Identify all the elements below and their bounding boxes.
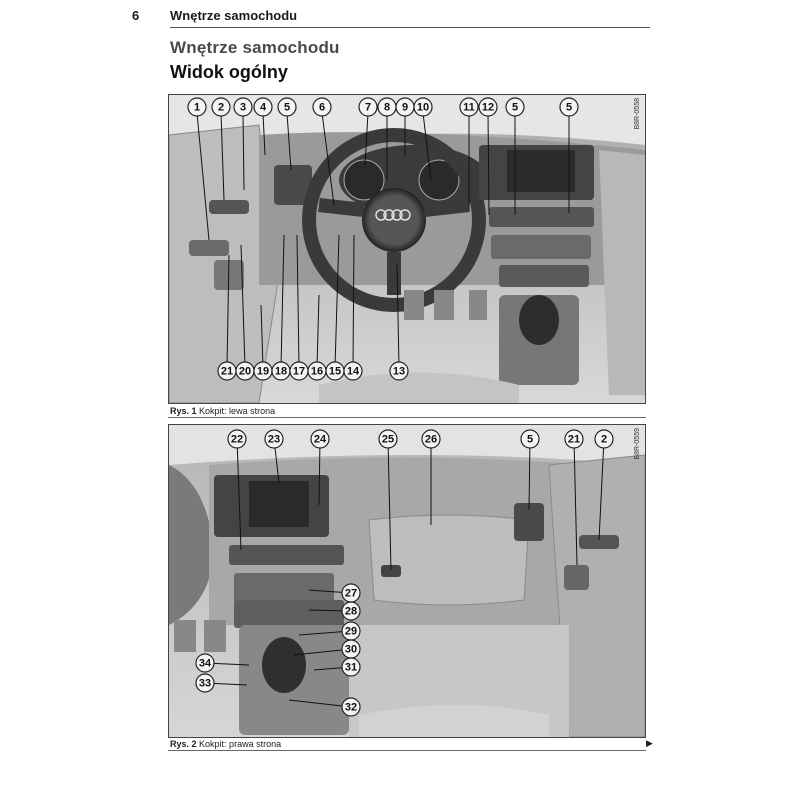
callout-25 [379, 430, 397, 448]
callout-5 [278, 98, 296, 116]
callout-number: 14 [346, 365, 360, 378]
callout-number: 3 [239, 101, 247, 114]
callout-number: 21 [567, 433, 581, 446]
callout-14 [344, 362, 362, 380]
callout-number: 10 [416, 101, 430, 114]
triangle-right-icon: ▶ [646, 738, 653, 748]
callout-28 [342, 602, 360, 620]
callout-number: 11 [463, 101, 475, 114]
callout-number: 13 [392, 365, 406, 378]
figure-cockpit-left [168, 94, 646, 404]
callout-number: 28 [344, 605, 358, 618]
callout-30 [342, 640, 360, 658]
callout-2 [595, 430, 613, 448]
callout-number: 18 [274, 365, 288, 378]
callout-19 [254, 362, 272, 380]
callout-number: 31 [344, 661, 358, 674]
running-title: Wnętrze samochodu [170, 8, 298, 23]
caption-text: Kokpit: prawa strona [199, 739, 282, 749]
callout-number: 2 [600, 433, 608, 446]
callout-number: 19 [256, 365, 270, 378]
figure-code: B8R-0559 [634, 428, 641, 460]
callout-number: 22 [230, 433, 244, 446]
cockpit-left-illustration [169, 95, 645, 403]
callout-17 [290, 362, 308, 380]
callout-number: 7 [364, 101, 372, 114]
callout-number: 9 [401, 101, 409, 114]
callout-7 [359, 98, 377, 116]
callout-number: 15 [328, 365, 342, 378]
callout-number: 27 [344, 587, 358, 600]
callout-31 [342, 658, 360, 676]
callout-number: 5 [526, 433, 534, 446]
callout-number: 8 [383, 101, 391, 114]
callout-number: 30 [344, 643, 358, 656]
callout-number: 4 [259, 101, 267, 114]
callout-9 [396, 98, 414, 116]
cockpit-right-illustration [169, 425, 645, 737]
callout-number: 34 [198, 657, 212, 670]
callout-10 [414, 98, 432, 116]
callout-number: 6 [318, 101, 326, 114]
callout-number: 1 [193, 101, 201, 114]
caption-label: Rys. 2 [170, 739, 197, 749]
callout-24 [311, 430, 329, 448]
caption-rule [168, 417, 646, 418]
callout-16 [308, 362, 326, 380]
header-rule [170, 27, 650, 28]
callout-21 [565, 430, 583, 448]
callout-12 [479, 98, 497, 116]
callout-number: 23 [267, 433, 281, 446]
callout-number: 2 [217, 101, 225, 114]
callout-number: 33 [198, 677, 212, 690]
callout-number: 5 [283, 101, 291, 114]
callout-21 [218, 362, 236, 380]
callout-22 [228, 430, 246, 448]
section-title: Wnętrze samochodu [170, 38, 340, 57]
callout-number: 29 [344, 625, 358, 638]
callout-20 [236, 362, 254, 380]
callout-5 [506, 98, 524, 116]
callout-23 [265, 430, 283, 448]
callout-33 [196, 674, 214, 692]
figure-caption [170, 739, 281, 749]
caption-rule [168, 750, 646, 751]
callout-number: 32 [344, 701, 358, 714]
callout-5 [560, 98, 578, 116]
figure-code: B8R-0558 [634, 98, 641, 130]
callout-32 [342, 698, 360, 716]
callout-number: 20 [238, 365, 252, 378]
callout-11 [460, 98, 478, 116]
callout-number: 5 [565, 101, 573, 114]
callout-number: 21 [220, 365, 234, 378]
callout-27 [342, 584, 360, 602]
caption-text: Kokpit: lewa strona [199, 406, 276, 416]
callout-number: 25 [381, 433, 395, 446]
figure-cockpit-right [168, 424, 646, 738]
callout-5 [521, 430, 539, 448]
callout-18 [272, 362, 290, 380]
callout-29 [342, 622, 360, 640]
callout-8 [378, 98, 396, 116]
subsection-title: Widok ogólny [170, 62, 288, 82]
callout-number: 26 [424, 433, 438, 446]
callout-number: 24 [313, 433, 327, 446]
callout-4 [254, 98, 272, 116]
callout-34 [196, 654, 214, 672]
callout-1 [188, 98, 206, 116]
page-number: 6 [132, 8, 140, 23]
callout-15 [326, 362, 344, 380]
callout-number: 17 [292, 365, 306, 378]
callout-number: 12 [481, 101, 495, 114]
figure-caption [170, 406, 275, 416]
callout-number: 5 [511, 101, 519, 114]
callout-13 [390, 362, 408, 380]
callout-6 [313, 98, 331, 116]
callout-2 [212, 98, 230, 116]
callout-3 [234, 98, 252, 116]
callout-26 [422, 430, 440, 448]
caption-label: Rys. 1 [170, 406, 197, 416]
callout-number: 16 [310, 365, 324, 378]
